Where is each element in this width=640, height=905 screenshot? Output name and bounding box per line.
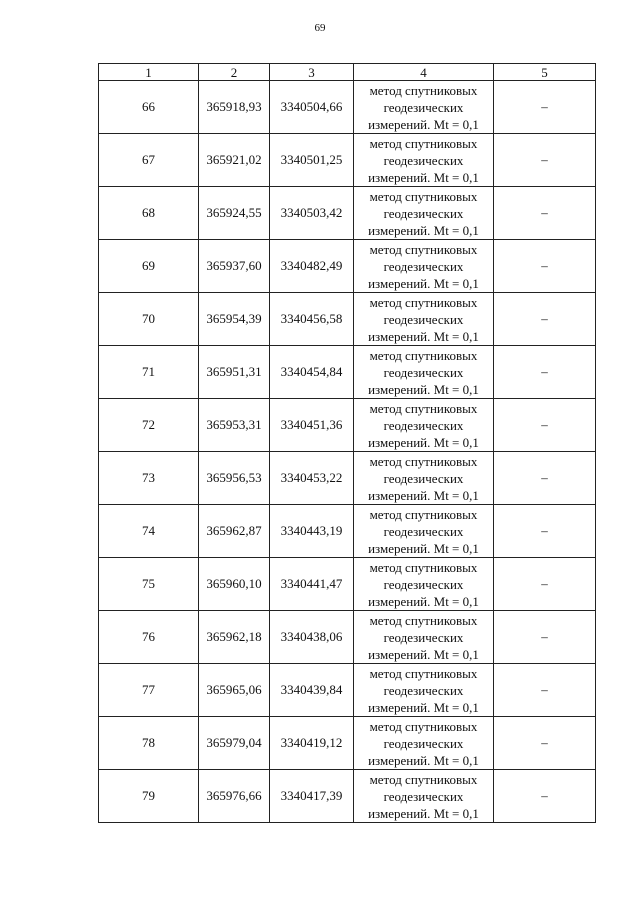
method-line: геодезических	[383, 205, 464, 221]
method-line: измерений. Mt = 0,1	[368, 699, 479, 715]
method-line: метод спутниковых	[369, 347, 478, 363]
method-line: измерений. Mt = 0,1	[368, 752, 479, 768]
note-cell: –	[494, 505, 596, 558]
method-cell	[354, 81, 494, 134]
method-cell	[354, 611, 494, 664]
method-line: геодезических	[383, 523, 464, 539]
note-cell: –	[494, 452, 596, 505]
note-cell: –	[494, 558, 596, 611]
point-number-cell: 76	[99, 611, 199, 664]
header-col-1: 1	[99, 64, 199, 81]
point-number-cell: 78	[99, 717, 199, 770]
note-cell: –	[494, 717, 596, 770]
y-coordinate-cell: 3340504,66	[270, 81, 354, 134]
method-line: метод спутниковых	[369, 612, 478, 628]
header-col-5: 5	[494, 64, 596, 81]
method-line: метод спутниковых	[369, 241, 478, 257]
x-coordinate-cell: 365924,55	[199, 187, 270, 240]
table-row	[99, 717, 596, 770]
note-cell: –	[494, 240, 596, 293]
method-line: метод спутниковых	[369, 506, 478, 522]
method-cell	[354, 134, 494, 187]
y-coordinate-cell: 3340439,84	[270, 664, 354, 717]
x-coordinate-cell: 365962,18	[199, 611, 270, 664]
note-cell: –	[494, 770, 596, 823]
method-line: измерений. Mt = 0,1	[368, 222, 479, 238]
x-coordinate-cell: 365976,66	[199, 770, 270, 823]
y-coordinate-cell: 3340454,84	[270, 346, 354, 399]
table-row	[99, 187, 596, 240]
table-row	[99, 770, 596, 823]
method-line: геодезических	[383, 576, 464, 592]
method-line: геодезических	[383, 788, 464, 804]
method-line: геодезических	[383, 682, 464, 698]
table-row	[99, 558, 596, 611]
method-line: геодезических	[383, 311, 464, 327]
table-row	[99, 611, 596, 664]
method-line: геодезических	[383, 629, 464, 645]
header-row	[99, 64, 596, 81]
page-number: 69	[314, 22, 326, 34]
y-coordinate-cell: 3340441,47	[270, 558, 354, 611]
method-line: измерений. Mt = 0,1	[368, 116, 479, 132]
x-coordinate-cell: 365956,53	[199, 452, 270, 505]
method-cell	[354, 240, 494, 293]
coordinates-table	[98, 63, 596, 823]
method-line: метод спутниковых	[369, 453, 478, 469]
table-row	[99, 399, 596, 452]
note-cell: –	[494, 664, 596, 717]
method-line: геодезических	[383, 735, 464, 751]
header-col-4: 4	[354, 64, 494, 81]
point-number-cell: 72	[99, 399, 199, 452]
method-line: метод спутниковых	[369, 82, 478, 98]
point-number-cell: 73	[99, 452, 199, 505]
table-row	[99, 81, 596, 134]
x-coordinate-cell: 365918,93	[199, 81, 270, 134]
note-cell: –	[494, 81, 596, 134]
x-coordinate-cell: 365954,39	[199, 293, 270, 346]
y-coordinate-cell: 3340456,58	[270, 293, 354, 346]
y-coordinate-cell: 3340453,22	[270, 452, 354, 505]
method-cell	[354, 505, 494, 558]
point-number-cell: 75	[99, 558, 199, 611]
method-line: метод спутниковых	[369, 135, 478, 151]
method-line: метод спутниковых	[369, 718, 478, 734]
method-line: измерений. Mt = 0,1	[368, 169, 479, 185]
method-line: геодезических	[383, 258, 464, 274]
method-line: измерений. Mt = 0,1	[368, 593, 479, 609]
table-body	[99, 81, 596, 823]
y-coordinate-cell: 3340419,12	[270, 717, 354, 770]
method-line: метод спутниковых	[369, 559, 478, 575]
note-cell: –	[494, 293, 596, 346]
header-col-2: 2	[199, 64, 270, 81]
table-row	[99, 293, 596, 346]
x-coordinate-cell: 365960,10	[199, 558, 270, 611]
method-line: геодезических	[383, 152, 464, 168]
method-cell	[354, 346, 494, 399]
method-line: измерений. Mt = 0,1	[368, 434, 479, 450]
x-coordinate-cell: 365965,06	[199, 664, 270, 717]
method-line: геодезических	[383, 364, 464, 380]
header-col-3: 3	[270, 64, 354, 81]
y-coordinate-cell: 3340438,06	[270, 611, 354, 664]
method-cell	[354, 770, 494, 823]
point-number-cell: 79	[99, 770, 199, 823]
point-number-cell: 77	[99, 664, 199, 717]
method-line: измерений. Mt = 0,1	[368, 381, 479, 397]
note-cell: –	[494, 187, 596, 240]
x-coordinate-cell: 365921,02	[199, 134, 270, 187]
table-row	[99, 452, 596, 505]
point-number-cell: 71	[99, 346, 199, 399]
method-line: измерений. Mt = 0,1	[368, 805, 479, 821]
point-number-cell: 66	[99, 81, 199, 134]
x-coordinate-cell: 365951,31	[199, 346, 270, 399]
point-number-cell: 70	[99, 293, 199, 346]
table-row	[99, 240, 596, 293]
y-coordinate-cell: 3340501,25	[270, 134, 354, 187]
method-cell	[354, 717, 494, 770]
point-number-cell: 68	[99, 187, 199, 240]
y-coordinate-cell: 3340482,49	[270, 240, 354, 293]
method-cell	[354, 293, 494, 346]
method-line: геодезических	[383, 417, 464, 433]
method-cell	[354, 558, 494, 611]
y-coordinate-cell: 3340443,19	[270, 505, 354, 558]
method-line: метод спутниковых	[369, 188, 478, 204]
note-cell: –	[494, 611, 596, 664]
y-coordinate-cell: 3340451,36	[270, 399, 354, 452]
table-row	[99, 346, 596, 399]
note-cell: –	[494, 346, 596, 399]
method-cell	[354, 187, 494, 240]
point-number-cell: 69	[99, 240, 199, 293]
method-cell	[354, 664, 494, 717]
point-number-cell: 67	[99, 134, 199, 187]
method-line: измерений. Mt = 0,1	[368, 487, 479, 503]
x-coordinate-cell: 365953,31	[199, 399, 270, 452]
method-line: метод спутниковых	[369, 665, 478, 681]
method-cell	[354, 399, 494, 452]
method-line: метод спутниковых	[369, 400, 478, 416]
method-line: геодезических	[383, 99, 464, 115]
method-line: измерений. Mt = 0,1	[368, 275, 479, 291]
method-line: геодезических	[383, 470, 464, 486]
method-line: измерений. Mt = 0,1	[368, 540, 479, 556]
note-cell: –	[494, 134, 596, 187]
method-line: измерений. Mt = 0,1	[368, 646, 479, 662]
method-line: метод спутниковых	[369, 294, 478, 310]
method-line: измерений. Mt = 0,1	[368, 328, 479, 344]
y-coordinate-cell: 3340417,39	[270, 770, 354, 823]
table-header	[99, 64, 596, 81]
table-row	[99, 664, 596, 717]
point-number-cell: 74	[99, 505, 199, 558]
table-row	[99, 505, 596, 558]
x-coordinate-cell: 365937,60	[199, 240, 270, 293]
note-cell: –	[494, 399, 596, 452]
method-line: метод спутниковых	[369, 771, 478, 787]
x-coordinate-cell: 365979,04	[199, 717, 270, 770]
method-cell	[354, 452, 494, 505]
x-coordinate-cell: 365962,87	[199, 505, 270, 558]
y-coordinate-cell: 3340503,42	[270, 187, 354, 240]
table-row	[99, 134, 596, 187]
